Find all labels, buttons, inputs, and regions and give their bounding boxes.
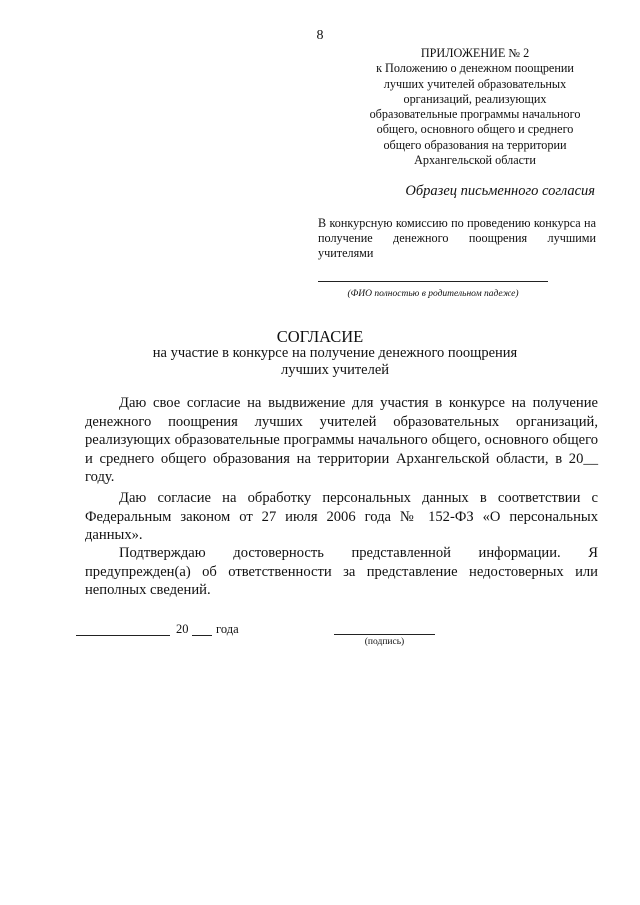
date-year-blank xyxy=(192,635,212,636)
document-title: СОГЛАСИЕ xyxy=(276,327,364,346)
consent-paragraph-personal-data: Даю согласие на обработку персональных данных в соответствии с Федеральным законом от 27 июля 2006 года № 152-ФЗ «О персональных данных». xyxy=(85,490,598,544)
appendix-line: ПРИЛОЖЕНИЕ № 2 xyxy=(420,46,530,60)
date-word: года xyxy=(216,622,239,636)
fio-caption: (ФИО полностью в родительном падеже) xyxy=(347,289,519,299)
appendix-header xyxy=(355,46,595,168)
date-year-prefix: 20 xyxy=(176,622,189,636)
subtitle-line: на участие в конкурсе на получение денежного поощрения xyxy=(152,345,518,361)
appendix-line: организаций, реализующих xyxy=(403,91,547,106)
sample-label: Образец письменного согласия xyxy=(405,183,595,199)
consent-paragraph-confirmation: Подтверждаю достоверность представленной информации. Я предупрежден(а) об ответственности за представление недостоверных или неполных сведений. xyxy=(85,545,598,599)
date-day-month-blank xyxy=(76,635,170,636)
fio-blank-line xyxy=(318,281,548,282)
consent-paragraph-nomination: Даю свое согласие на выдвижение для участия в конкурсе на получение денежного поощрения лучших учителей образовательных организаций, реализующих образовательные программы начального общего, основного общего и среднего общего образования на территории Архангельской области, в 20__ году. xyxy=(85,395,598,486)
appendix-line: к Положению о денежном поощрении xyxy=(376,61,574,76)
page-number: 8 xyxy=(316,28,324,43)
appendix-line: образовательные программы начального xyxy=(369,107,581,122)
appendix-line: общего, основного общего и среднего xyxy=(376,122,574,137)
document-subtitle xyxy=(100,345,570,379)
signature-caption: (подпись) xyxy=(364,637,405,647)
appendix-line: Архангельской области xyxy=(414,153,536,168)
appendix-line: общего образования на территории xyxy=(383,137,567,152)
addressee-block: В конкурсную комиссию по проведению конкурса на получение денежного поощрения лучшими учителями xyxy=(318,216,596,260)
appendix-line: лучших учителей образовательных xyxy=(383,76,567,91)
subtitle-line: лучших учителей xyxy=(280,362,390,378)
signature-blank-line xyxy=(334,634,435,635)
